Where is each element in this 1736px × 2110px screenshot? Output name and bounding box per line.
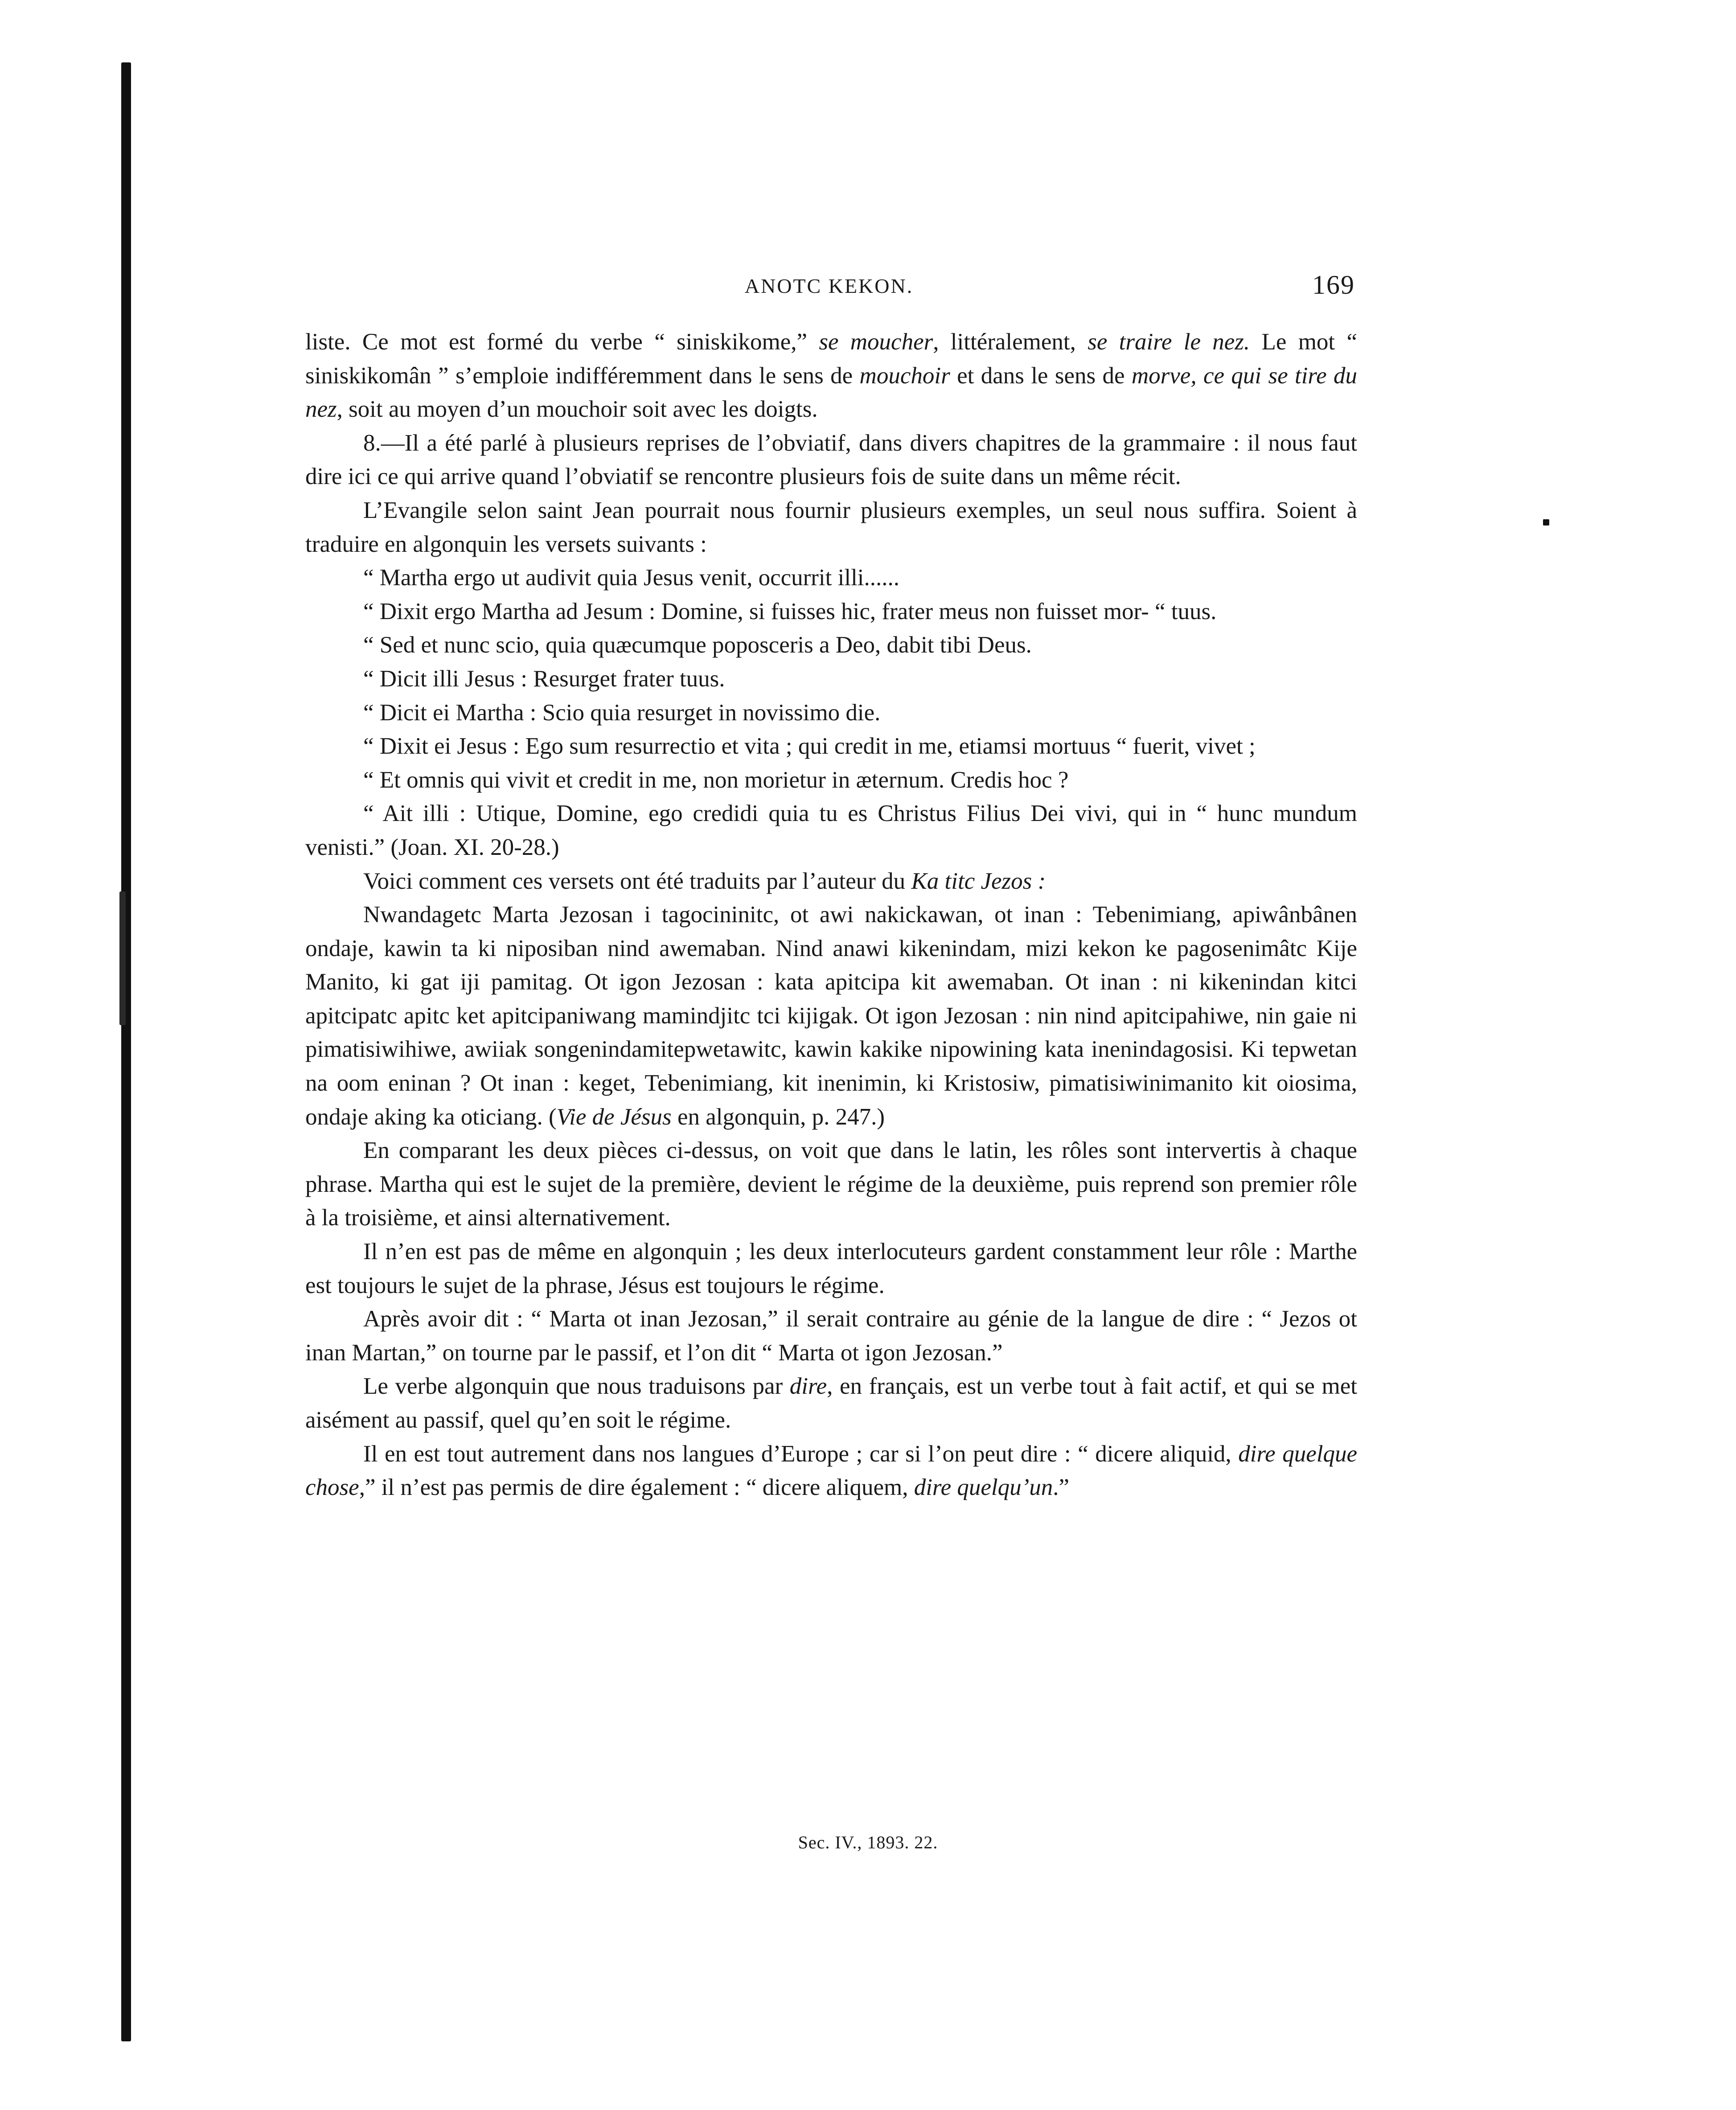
page-number: 169 [1312,270,1355,300]
italic-text: dire [789,1373,827,1400]
paragraph [305,1437,1357,1505]
text-run: Après avoir dit : “ Marta ot inan Jezosan,” il serait contraire au génie de la langue de dire : “ Jezos ot inan Martan,” on tourne par le passif, et l’on dit “ Marta ot igon Jezosan.” [305,1306,1357,1366]
text-run: “ Dicit illi Jesus : Resurget frater tuus. [363,665,725,692]
text-run: “ Martha ergo ut audivit quia Jesus venit, occurrit illi...... [363,565,900,591]
italic-text: se traire le nez. [1088,329,1250,355]
text-run: 8.—Il a été parlé à plusieurs reprises de l’obviatif, dans divers chapitres de la grammaire : il nous faut dire ici ce qui arrive quand l’obviatif se rencontre plusieurs fois de suite dans un même récit. [305,430,1357,490]
text-run: , littéralement, [933,329,1088,355]
text-run: et dans le sens de [950,362,1132,389]
text-run: liste. Ce mot est formé du verbe “ siniskikome,” [305,329,819,355]
text-run: .” [1053,1474,1070,1501]
italic-text: dire quelque chose [305,1441,1357,1501]
paragraph [305,865,1357,899]
paragraph [305,494,1357,561]
body-text [305,325,1357,1505]
page-header [303,270,1355,305]
text-run: “ Dixit ei Jesus : Ego sum resurrectio et vita ; qui credit in me, etiamsi mortuus “ fuerit, vivet ; [363,733,1256,759]
quoted-verse [305,797,1357,864]
quoted-verse [305,764,1357,797]
text-run: ,” il n’est pas permis de dire également : “ dicere aliquem, [359,1474,914,1501]
margin-ink-mark [1543,519,1549,525]
quoted-verse [305,561,1357,595]
italic-text: Ka titc Jezos : [911,868,1046,894]
text-run: “ Sed et nunc scio, quia quæcumque poposceris a Deo, dabit tibi Deus. [363,632,1032,658]
paragraph [305,1235,1357,1302]
text-run: En comparant les deux pièces ci-dessus, on voit que dans le latin, les rôles sont intervertis à chaque phrase. Martha qui est le sujet de la première, devient le régime de la deuxième, puis reprend son premier rôle à la troisième, et ainsi alternativement. [305,1137,1357,1231]
paragraph [305,1302,1357,1370]
paragraph [305,325,1357,427]
quoted-verse [305,628,1357,662]
binding-shadow-segment [119,891,126,1025]
italic-text: dire quelqu’un [914,1474,1053,1501]
text-run: Il en est tout autrement dans nos langues d’Europe ; car si l’on peut dire : “ dicere aliquid, [363,1441,1239,1467]
text-run: “ Ait illi : Utique, Domine, ego credidi quia tu es Christus Filius Dei vivi, qui in “ hunc mundum venisti.” (Joan. XI. 20-28.) [305,800,1357,860]
italic-text: morve, ce qui se tire du nez [305,362,1357,423]
text-run: Il n’en est pas de même en algonquin ; les deux interlocuteurs gardent constamment leur rôle : Marthe est toujours le sujet de la phrase, Jésus est toujours le régime. [305,1239,1357,1298]
paragraph [305,1134,1357,1235]
italic-text: se moucher [819,329,933,355]
quoted-verse [305,730,1357,764]
text-run: “ Dicit ei Martha : Scio quia resurget in novissimo die. [363,699,881,726]
text-run: en algonquin, p. 247.) [671,1104,885,1130]
text-run: Le mot “ siniskikomân ” s’emploie indifféremment dans le sens de [305,329,1357,389]
running-title: ANOTC KEKON. [744,275,914,297]
text-run: Nwandagetc Marta Jezosan i tagocininitc, ot awi nakickawan, ot inan : Tebenimiang, apiwânbânen ondaje, kawin ta ki niposiban nind awemaban. Nind anawi kikenindam, mizi kekon ke pagosenimâtc Kije Manito, ki gat iji pamitag. Ot igon Jezosan : kata apitcipa kit awemaban. Ot inan : ni kikenindan kitci apitcipatc apitc ket apitcipaniwang mamindjitc tci kijigak. Ot igon Jezosan : nin nind apitcipahiwe, nin gaie ni pimatisiwihiwe, awiiak songenindamitepwetawitc, kawin kakike nipowining kata inenindagosisi. Ki tepwetan na oom eninan ? Ot inan : keget, Tebenimiang, kit inenimin, ki Kristosiw, pimatisiwinimanito kit oiosima, ondaje aking ka oticiang. ( [305,902,1357,1130]
paragraph [305,1370,1357,1437]
italic-text: Vie de Jésus [556,1104,672,1130]
text-run: L’Evangile selon saint Jean pourrait nous fournir plusieurs exemples, un seul nous suffira. Soient à traduire en algonquin les versets suivants : [305,497,1357,557]
quoted-verse [305,595,1357,629]
text-run: “ Dixit ergo Martha ad Jesum : Domine, si fuisses hic, frater meus non fuisset mor- “ tuus. [363,598,1217,624]
paragraph [305,427,1357,494]
text-run: , en français, est un verbe tout à fait actif, et qui se met aisément au passif, quel qu’en soit le régime. [305,1373,1357,1433]
quoted-verse [305,662,1357,696]
quoted-verse [305,696,1357,730]
text-run: “ Et omnis qui vivit et credit in me, non morietur in æternum. Credis hoc ? [363,767,1069,793]
text-run: Le verbe algonquin que nous traduisons par [363,1373,790,1400]
text-run: Voici comment ces versets ont été traduits par l’auteur du [363,868,911,894]
page-footer-signature: Sec. IV., 1893. 22. [798,1832,938,1852]
paragraph [305,898,1357,1134]
binding-shadow [121,62,131,2041]
italic-text: mouchoir [859,362,950,389]
text-run: , soit au moyen d’un mouchoir soit avec les doigts. [337,396,818,423]
